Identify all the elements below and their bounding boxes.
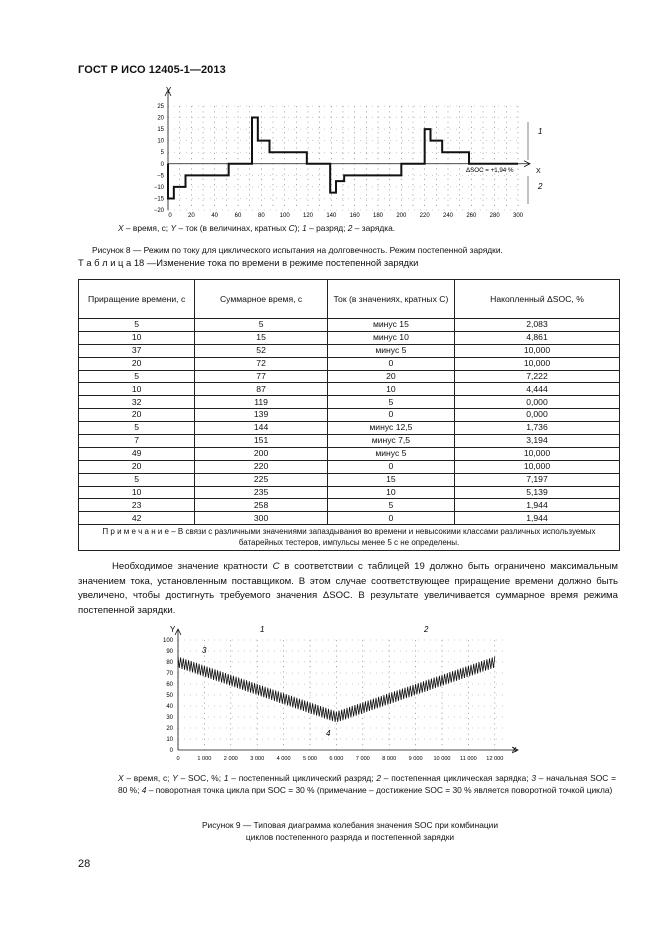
table-cell: 32: [79, 396, 195, 409]
figure-9-caption-line-2: циклов постепенного разряда и постепенной зарядки: [245, 832, 455, 842]
fig8-x-tick-label: 140: [326, 213, 337, 219]
fig8-y-tick-label: 5: [160, 150, 164, 157]
table-cell: 72: [195, 357, 328, 370]
fig8-x-tick-label: 40: [211, 213, 219, 219]
table-row: [79, 319, 620, 332]
table-row: [79, 473, 620, 486]
table-cell: минус 12,5: [327, 422, 454, 435]
table-cell: 119: [195, 396, 328, 409]
table-header-cell: Ток (в значениях, кратных C): [327, 280, 454, 319]
table-cell: минус 15: [327, 319, 454, 332]
fig8-y-tick-label: 10: [157, 138, 164, 145]
table-cell: 15: [195, 331, 328, 344]
fig8-x-tick-label: 240: [442, 213, 454, 219]
fig9-y-tick-label: 50: [166, 693, 173, 699]
fig8-x-tick-label: 300: [512, 213, 524, 219]
fig9-x-tick-label: 3 000: [250, 756, 265, 762]
table-cell: минус 5: [327, 447, 454, 460]
fig9-x-ticks: [176, 756, 503, 762]
figure-9-caption: [140, 819, 560, 843]
fig9-y-tick-label: 10: [166, 737, 173, 743]
table-cell: 87: [195, 383, 328, 396]
fig9-x-tick-label: 6 000: [329, 756, 344, 762]
table-cell: минус 5: [327, 344, 454, 357]
fig8-grid: [168, 106, 518, 210]
table-cell: 0: [327, 512, 454, 525]
table-cell: 77: [195, 370, 328, 383]
table-cell: 1,736: [454, 422, 619, 435]
fig9-x-tick-label: 10 000: [433, 756, 451, 762]
fig8-y-ticks: [154, 104, 165, 214]
table-cell: 20: [327, 370, 454, 383]
fig8-y-tick-label: −10: [153, 184, 164, 191]
table-cell: 2,083: [454, 319, 619, 332]
table-cell: 10: [327, 383, 454, 396]
table-row: [79, 460, 620, 473]
table-cell: 7: [79, 435, 195, 448]
table-cell: 3,194: [454, 435, 619, 448]
table-cell: минус 7,5: [327, 435, 454, 448]
fig9-y-tick-label: 90: [166, 649, 173, 655]
table-cell: 10,000: [454, 447, 619, 460]
fig8-x-tick-label: 20: [187, 213, 195, 219]
table-cell: 300: [195, 512, 328, 525]
table-cell: 139: [195, 409, 328, 422]
fig8-marker-1: 1: [538, 127, 543, 136]
table-cell: 0: [327, 409, 454, 422]
table-cell: 0: [327, 357, 454, 370]
fig8-x-tick-label: 260: [466, 213, 477, 219]
fig9-y-tick-label: 70: [166, 671, 173, 677]
table-cell: 4,861: [454, 331, 619, 344]
fig9-x-tick-label: 2 000: [223, 756, 238, 762]
table-cell: 0,000: [454, 409, 619, 422]
fig8-y-tick-label: 0: [160, 161, 164, 168]
table-row: [79, 447, 620, 460]
table-cell: 144: [195, 422, 328, 435]
table-cell: 151: [195, 435, 328, 448]
fig8-x-tick-label: 160: [349, 213, 360, 219]
fig8-x-tick-label: 220: [419, 213, 430, 219]
fig9-x-tick-label: 0: [176, 756, 180, 762]
fig8-x-tick-label: 200: [396, 213, 407, 219]
fig9-y-tick-label: 0: [169, 748, 173, 754]
figure-8-legend: X – время, с; Y – ток (в величинах, кратных C); 1 – разряд; 2 – зарядка.: [118, 223, 396, 233]
table-header-cell: Накопленный ΔSOC, %: [454, 280, 619, 319]
table-row: [79, 331, 620, 344]
fig8-x-ticks: [168, 213, 523, 219]
table-cell: 10: [327, 486, 454, 499]
table-cell: 5: [79, 319, 195, 332]
table-cell: 258: [195, 499, 328, 512]
table-18-title: Т а б л и ц а 18 —Изменение тока по времени в режиме постепенной зарядки: [78, 257, 419, 268]
fig8-x-axis-label: X: [536, 168, 541, 175]
fig9-y-tick-label: 40: [166, 704, 173, 710]
table-cell: 49: [79, 447, 195, 460]
figure-9-caption-line-1: Рисунок 9 — Типовая диаграмма колебания значения SOC при комбинации: [201, 820, 499, 830]
fig9-marker-1: 1: [260, 625, 265, 634]
table-cell: 0: [327, 460, 454, 473]
table-cell: 23: [79, 499, 195, 512]
table-row: [79, 396, 620, 409]
table-cell: 7,222: [454, 370, 619, 383]
table-cell: 52: [195, 344, 328, 357]
fig9-x-tick-label: 7 000: [355, 756, 370, 762]
fig8-x-tick-label: 0: [168, 213, 172, 219]
document-header: ГОСТ Р ИСО 12405-1—2013: [78, 64, 226, 76]
table-cell: 10,000: [454, 357, 619, 370]
fig9-x-tick-label: 9 000: [408, 756, 423, 762]
table-cell: 5: [79, 370, 195, 383]
fig9-y-tick-label: 60: [166, 682, 173, 688]
table-cell: 20: [79, 460, 195, 473]
fig9-axes: [175, 629, 518, 753]
fig9-y-tick-label: 20: [166, 726, 173, 732]
fig8-x-tick-label: 180: [372, 213, 384, 219]
table-cell: 15: [327, 473, 454, 486]
table-row: [79, 357, 620, 370]
fig9-x-tick-label: 8 000: [382, 756, 397, 762]
table-cell: 1,944: [454, 499, 619, 512]
fig9-x-axis-label: X: [512, 747, 517, 754]
table-cell: минус 10: [327, 331, 454, 344]
table-cell: 5,139: [454, 486, 619, 499]
table-cell: 10,000: [454, 344, 619, 357]
fig8-y-tick-label: 25: [157, 104, 164, 110]
fig8-y-tick-label: −15: [153, 196, 164, 203]
fig8-axes: [165, 90, 530, 210]
table-cell: 225: [195, 473, 328, 486]
fig8-y-tick-label: −20: [153, 208, 164, 214]
table-row: [79, 486, 620, 499]
figure-9-chart: [150, 624, 530, 772]
fig8-y-tick-label: −5: [157, 173, 164, 180]
table-cell: 7,197: [454, 473, 619, 486]
fig9-marker-4: 4: [326, 729, 331, 738]
table-cell: 10,000: [454, 460, 619, 473]
fig9-x-tick-label: 11 000: [460, 756, 477, 762]
fig9-grid: [178, 640, 508, 750]
fig8-x-tick-label: 280: [489, 213, 500, 219]
fig9-x-tick-label: 5 000: [303, 756, 317, 762]
figure-8-chart: [140, 84, 560, 220]
table-row: [79, 422, 620, 435]
table-cell: 220: [195, 460, 328, 473]
fig8-y-tick-label: 15: [157, 127, 164, 134]
fig9-x-tick-label: 4 000: [276, 756, 291, 762]
table-cell: 5: [79, 473, 195, 486]
table-row: [79, 512, 620, 525]
table-cell: 20: [79, 357, 195, 370]
table-cell: 10: [79, 486, 195, 499]
table-18-body: [79, 319, 620, 551]
table-cell: 4,444: [454, 383, 619, 396]
table-row: [79, 409, 620, 422]
fig9-x-tick-label: 12 000: [486, 756, 504, 762]
fig8-marker-2: 2: [538, 182, 543, 191]
fig8-x-tick-label: 100: [279, 213, 290, 219]
fig9-y-tick-label: 100: [162, 638, 173, 644]
fig9-marker-3: 3: [202, 646, 207, 655]
fig8-x-tick-label: 120: [302, 213, 314, 219]
fig8-x-tick-label: 60: [234, 213, 242, 219]
table-cell: 5: [327, 499, 454, 512]
table-18: [78, 279, 620, 551]
fig8-y-tick-label: 20: [157, 115, 164, 122]
table-cell: 10: [79, 331, 195, 344]
page-number: 28: [78, 858, 91, 870]
fig9-y-tick-label: 80: [166, 660, 173, 666]
table-cell: 5: [195, 319, 328, 332]
table-note-row: [79, 525, 620, 551]
table-row: [79, 435, 620, 448]
fig8-y-axis-label: Y: [166, 86, 172, 95]
table-cell: 1,944: [454, 512, 619, 525]
table-cell: 5: [79, 422, 195, 435]
table-cell: 5: [327, 396, 454, 409]
table-cell: 42: [79, 512, 195, 525]
fig8-x-tick-label: 80: [257, 213, 265, 219]
table-cell: 10: [79, 383, 195, 396]
fig9-marker-2: 2: [424, 625, 429, 634]
figure-9-legend: X – время, с; Y – SOC, %; 1 – постепенный циклический разряд; 2 – постепенная циклическая зарядка; 3 – начальная SOC = 80 %; 4 – поворотная точка цикла при SOC = 30 % (примечание – достижение SOC = 30 % является поворотной точкой цикла): [118, 773, 616, 795]
fig8-delta-soc-annotation: ΔSOC = +1,94 %: [466, 167, 514, 174]
table-header-cell: Суммарное время, с: [195, 280, 328, 319]
table-note: П р и м е ч а н и е – В связи с различными значениями запаздывания во времени и невысокими классами различных используемых батарейных тестеров, импульсы менее 5 с не определены.: [79, 525, 620, 551]
table-row: [79, 499, 620, 512]
fig9-y-axis-label: Y: [170, 625, 176, 634]
table-row: [79, 370, 620, 383]
table-cell: 235: [195, 486, 328, 499]
figure-8-caption: Рисунок 8 — Режим по току для циклического испытания на долговечность. Режим постепенной зарядки.: [92, 245, 503, 255]
fig9-y-tick-label: 30: [166, 715, 173, 721]
table-row: [79, 344, 620, 357]
table-header-cell: Приращение времени, с: [79, 280, 195, 319]
table-cell: 37: [79, 344, 195, 357]
table-cell: 20: [79, 409, 195, 422]
table-cell: 0,000: [454, 396, 619, 409]
fig9-y-ticks: [163, 638, 174, 754]
fig9-x-tick-label: 1 000: [197, 756, 212, 762]
table-row: [79, 383, 620, 396]
table-cell: 200: [195, 447, 328, 460]
body-paragraph: Необходимое значение кратности C в соответствии с таблицей 19 должно быть ограничено максимальным значением тока, установленным поставщиком. В этом случае соответствующее приращение времени должно быть увеличено, чтобы достигнуть требуемого значения ΔSOC. В результате увеличивается суммарное время режима постепенной зарядки.: [78, 561, 618, 616]
